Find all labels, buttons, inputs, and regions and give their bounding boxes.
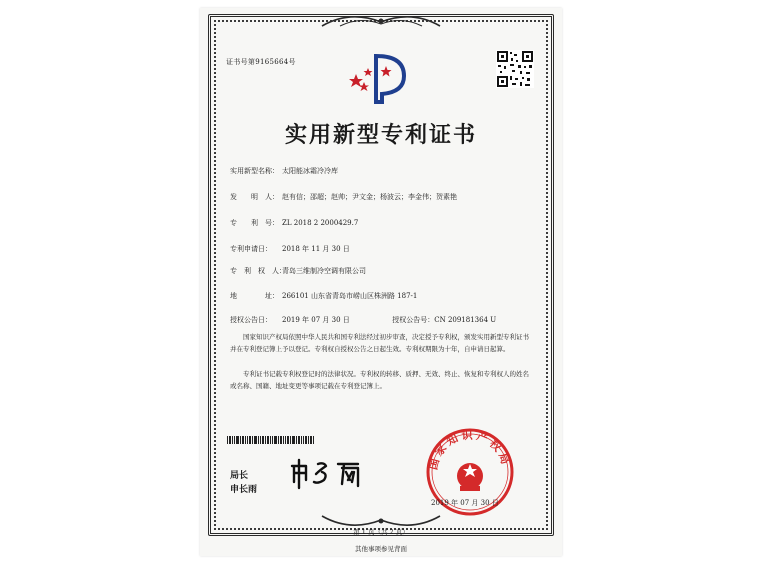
qr-code <box>496 50 534 88</box>
field-value: 2018 年 11 月 30 日 <box>282 245 350 253</box>
field-value: 266101 山东省青岛市崂山区株洲路 187-1 <box>282 292 418 300</box>
field-label: 发 明 人： <box>230 193 279 201</box>
cnipa-emblem-icon <box>346 52 410 104</box>
certificate-page <box>200 8 562 556</box>
director-title: 局长 <box>230 471 249 481</box>
field-patentee <box>230 266 366 276</box>
field-application-date <box>230 244 350 254</box>
field-value: 赵有信；邵超；赵帅；尹文金；杨波云；李金伟；贺素艳 <box>282 193 457 201</box>
field-value: 太阳能冰霜冷冷库 <box>282 167 338 175</box>
field-value: 2019 年 07 月 30 日 <box>282 316 350 324</box>
field-patent-number <box>230 218 358 228</box>
field-extra-value: CN 209181364 U <box>434 316 497 324</box>
field-utility-model-name <box>230 166 338 176</box>
barcode <box>227 436 315 444</box>
handwritten-signature <box>288 456 376 490</box>
field-address <box>230 291 417 301</box>
field-label: 授权公告日： <box>230 316 272 324</box>
field-label: 专 利 号： <box>230 219 279 227</box>
seal-date: 2019 年 07 月 30 日 <box>431 499 499 507</box>
page-number: 第 1 页（共 2 页） <box>353 528 409 536</box>
director-name: 申长雨 <box>230 485 258 495</box>
field-extra-label: 授权公告号： <box>392 316 435 324</box>
field-label: 地 址： <box>230 292 279 300</box>
certificate-title: 实用新型专利证书 <box>284 123 477 148</box>
grant-paragraph: 国家知识产权局依照中华人民共和国专利法经过初步审查，决定授予专利权，颁发实用新型专利证书并在专利登记簿上予以登记。专利权自授权公告之日起生效。专利权期限为十年，自申请日起算。 <box>230 333 529 353</box>
field-inventors <box>230 192 457 202</box>
seal-text: 国家知识产权局 <box>426 428 513 472</box>
top-flourish-ornament <box>320 12 442 30</box>
field-label: 实用新型名称： <box>230 167 279 175</box>
field-value: ZL 2018 2 2000429.7 <box>282 219 359 227</box>
field-label: 专 利 权 人： <box>230 267 286 275</box>
field-value: 青岛三维制冷空调有限公司 <box>282 267 366 275</box>
footer-note: 其他事项参见背面 <box>355 545 407 553</box>
field-label: 专利申请日： <box>230 245 272 253</box>
field-grant-announcement <box>230 315 496 325</box>
certificate-number: 证书号第9165664号 <box>226 58 296 66</box>
legal-status-paragraph: 专利证书记载专利权登记时的法律状况。专利权的转移、质押、无效、终止、恢复和专利权人的姓名或名称、国籍、地址变更等事项记载在专利登记簿上。 <box>230 370 529 390</box>
national-emblem-icon <box>457 463 483 491</box>
